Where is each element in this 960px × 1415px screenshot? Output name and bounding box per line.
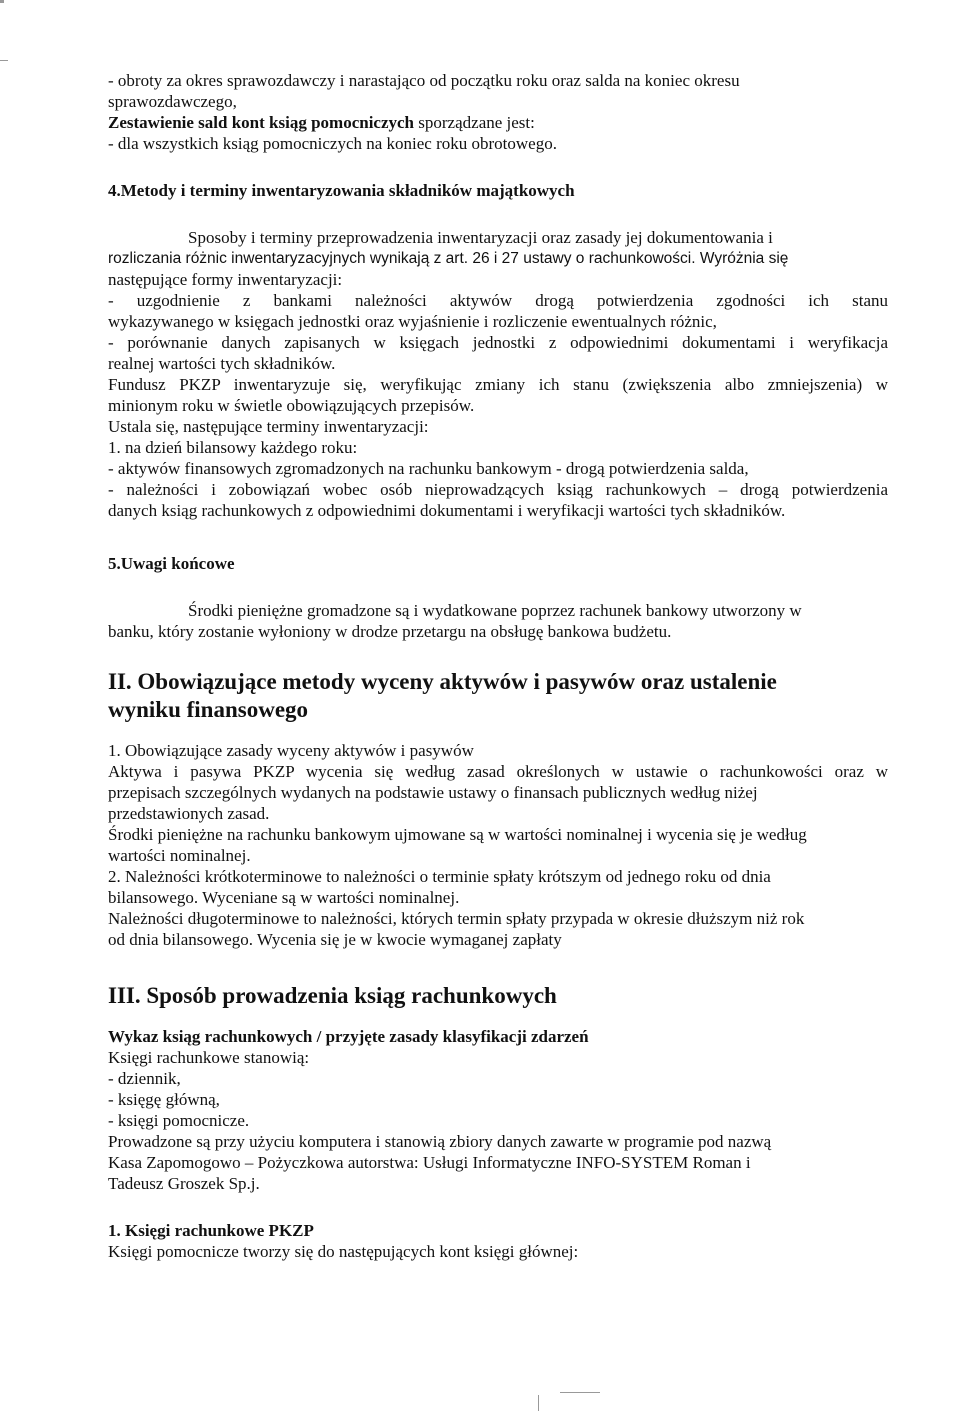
text-line: sprawozdawczego, bbox=[108, 92, 237, 111]
scan-mark bbox=[538, 1395, 539, 1411]
scan-mark bbox=[0, 60, 8, 61]
section-5-heading: 5.Uwagi końcowe bbox=[108, 554, 235, 573]
text-line: Prowadzone są przy użyciu komputera i stanowią zbiory danych zawarte w programie pod nazwą bbox=[108, 1132, 772, 1151]
text-line: - dla wszystkich ksiąg pomocniczych na koniec roku obrotowego. bbox=[108, 134, 557, 153]
text-line: następujące formy inwentaryzacji: bbox=[108, 270, 343, 289]
scan-mark bbox=[560, 1392, 600, 1393]
text-line: Ustala się, następujące terminy inwentaryzacji: bbox=[108, 417, 429, 436]
text-line: Sposoby i terminy przeprowadzenia inwentaryzacji oraz zasady jej dokumentowania i bbox=[188, 228, 773, 247]
text-line: - księgę główną, bbox=[108, 1090, 220, 1109]
text-line: - dziennik, bbox=[108, 1069, 181, 1088]
text-line: - należności i zobowiązań wobec osób nieprowadzących ksiąg rachunkowych – drogą potwierdzenia bbox=[108, 480, 888, 499]
text-line: Należności długoterminowe to należności, których termin spłaty przypada w okresie dłuższym niż rok bbox=[108, 909, 805, 928]
text-line: Kasa Zapomogowo – Pożyczkowa autorstwa: Usługi Informatyczne INFO-SYSTEM Roman i bbox=[108, 1153, 751, 1172]
text-line: Księgi pomocnicze tworzy się do następujących kont księgi głównej: bbox=[108, 1242, 579, 1261]
text-line: minionym roku w świetle obowiązujących przepisów. bbox=[108, 396, 475, 415]
text-line: realnej wartości tych składników. bbox=[108, 354, 336, 373]
text-line: Tadeusz Groszek Sp.j. bbox=[108, 1174, 260, 1193]
subheading: Wykaz ksiąg rachunkowych / przyjęte zasady klasyfikacji zdarzeń bbox=[108, 1027, 589, 1046]
text-line: wykazywanego w księgach jednostki oraz wyjaśnienie i rozliczenie ewentualnych różnic, bbox=[108, 312, 717, 331]
section-II-heading-cont: wyniku finansowego bbox=[108, 697, 309, 722]
text-line: - uzgodnienie z bankami należności aktywów drogą potwierdzenia zgodności ich stanu bbox=[108, 291, 888, 310]
text-line: wartości nominalnej. bbox=[108, 846, 251, 865]
section-4-heading: 4.Metody i terminy inwentaryzowania składników majątkowych bbox=[108, 181, 575, 200]
text-line: bilansowego. Wyceniane są w wartości nominalnej. bbox=[108, 888, 460, 907]
text-line: - księgi pomocnicze. bbox=[108, 1111, 250, 1130]
text-line: danych ksiąg rachunkowych z odpowiednimi dokumentami i weryfikacji wartości tych składników. bbox=[108, 501, 786, 520]
text-line bbox=[108, 112, 888, 133]
scan-mark bbox=[0, 0, 4, 3]
text-line: banku, który zostanie wyłoniony w drodze przetargu na obsługę bankowa budżetu. bbox=[108, 622, 672, 641]
text-line: - aktywów finansowych zgromadzonych na rachunku bankowym - drogą potwierdzenia salda, bbox=[108, 459, 749, 478]
section-II-heading: II. Obowiązujące metody wyceny aktywów i pasywów oraz ustalenie bbox=[108, 669, 777, 694]
text-line: 2. Należności krótkoterminowe to należności o terminie spłaty krótszym od jednego roku od dnia bbox=[108, 867, 771, 886]
text-line: od dnia bilansowego. Wycenia się je w kwocie wymaganej zapłaty bbox=[108, 930, 562, 949]
text-span: sporządzane jest: bbox=[414, 113, 535, 132]
text-line: Środki pieniężne gromadzone są i wydatkowane poprzez rachunek bankowy utworzony w bbox=[188, 601, 802, 620]
text-line: - porównanie danych zapisanych w księgach jednostki z odpowiednimi dokumentami i weryfikacja bbox=[108, 333, 888, 352]
subheading: 1. Księgi rachunkowe PKZP bbox=[108, 1221, 314, 1240]
text-line: 1. Obowiązujące zasady wyceny aktywów i pasywów bbox=[108, 741, 474, 760]
text-line: przedstawionych zasad. bbox=[108, 804, 270, 823]
text-line: rozliczania różnic inwentaryzacyjnych wynikają z art. 26 i 27 ustawy o rachunkowości. Wyróżnia się bbox=[108, 250, 789, 267]
bold-phrase: Zestawienie sald kont ksiąg pomocniczych bbox=[108, 113, 415, 132]
document-page bbox=[108, 70, 888, 1262]
text-line: Fundusz PKZP inwentaryzuje się, weryfikując zmiany ich stanu (zwiększenia albo zmniejszenia) w bbox=[108, 375, 888, 394]
section-III-heading: III. Sposób prowadzenia ksiąg rachunkowych bbox=[108, 983, 557, 1008]
text-line: - obroty za okres sprawozdawczy i narastająco od początku roku oraz salda na koniec okresu bbox=[108, 71, 740, 90]
text-line: Aktywa i pasywa PKZP wycenia się według zasad określonych w ustawie o rachunkowości oraz w bbox=[108, 762, 888, 781]
text-line: przepisach szczególnych wydanych na podstawie ustawy o finansach publicznych według niżej bbox=[108, 783, 758, 802]
text-line: Środki pieniężne na rachunku bankowym ujmowane są w wartości nominalnej i wycenia się je według bbox=[108, 825, 807, 844]
text-line: 1. na dzień bilansowy każdego roku: bbox=[108, 438, 358, 457]
text-line: Księgi rachunkowe stanowią: bbox=[108, 1048, 310, 1067]
